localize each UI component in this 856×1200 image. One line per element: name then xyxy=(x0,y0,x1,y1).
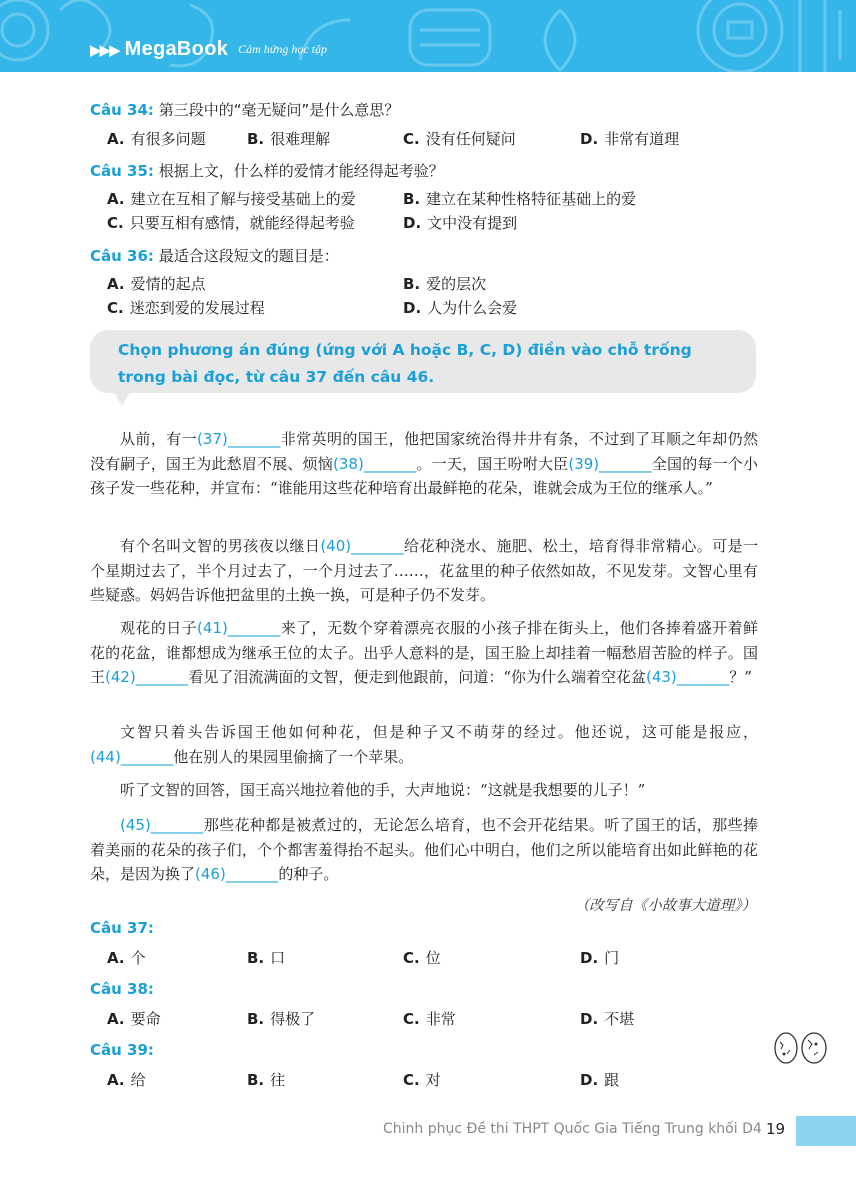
option-a: A. 要命 xyxy=(107,1010,161,1028)
option-b: B. 往 xyxy=(247,1071,286,1089)
page-number: 19 xyxy=(766,1120,786,1138)
question-39 xyxy=(90,1041,154,1059)
option-a: A. 个 xyxy=(107,949,146,967)
option-a: A. 爱情的起点 xyxy=(107,275,206,293)
brand-logo xyxy=(90,38,327,61)
option-b: B. 得极了 xyxy=(247,1010,316,1028)
option-b: B. 很难理解 xyxy=(247,130,331,148)
question-text: 第三段中的“毫无疑问”是什么意思？ xyxy=(158,101,400,119)
passage-paragraph-4: 文智只着头告诉国王他如何种花，但是种子又不萌芽的经过。他还说，这可能是报应，(44)_______他在别人的果园里偷摘了一个苹果。 xyxy=(90,723,758,766)
option-a: A. 给 xyxy=(107,1071,146,1089)
question-text: 最适合这段短文的题目是： xyxy=(158,247,339,265)
option-d: D. 跟 xyxy=(580,1071,620,1089)
option-c: C. 没有任何疑问 xyxy=(403,130,516,148)
option-d: D. 非常有道理 xyxy=(580,130,680,148)
question-38 xyxy=(90,980,154,998)
blank-44: (44)_______ xyxy=(90,747,174,766)
blank-39: (39)_______ xyxy=(568,454,652,473)
footer-title: Chinh phục Đề thi THPT Quốc Gia Tiếng Trung khối D4 xyxy=(383,1121,762,1137)
blank-41: (41)_______ xyxy=(197,619,281,637)
option-b: B. 建立在某种性格特征基础上的爱 xyxy=(403,190,637,208)
brand-mark-icon: ▶▶▶ xyxy=(90,40,119,59)
question-36 xyxy=(90,245,339,266)
option-d: D. 人为什么会爱 xyxy=(403,299,518,317)
option-b: B. 口 xyxy=(247,949,286,967)
blank-45: (45)_______ xyxy=(120,816,204,834)
instruction-text: Chọn phương án đúng (ứng với A hoặc B, C, D) điền vào chỗ trống trong bài đọc, từ câu 37 đến câu 46. xyxy=(118,341,692,386)
question-text: 根据上文，什么样的爱情才能经得起考验？ xyxy=(158,162,444,180)
option-c: C. 非常 xyxy=(403,1010,456,1028)
option-c: C. 迷恋到爱的发展过程 xyxy=(107,299,265,317)
question-label: Câu 36: xyxy=(90,247,154,265)
blank-40: (40)_______ xyxy=(320,537,404,555)
passage-paragraph-3: 观花的日子(41)_______来了，无数个穿着漂亮衣服的小孩子排在街头上，他们各捧着盛开着鲜花的花盆，谁都想成为继承王位的太子。出乎人意料的是，国王脸上却挂着一幅愁眉苦脸的样子。国王(42)_______看见了泪流满面的文智，便走到他跟前，问道：“你为什么端着空花盆(43)_______？” xyxy=(90,619,758,686)
footer-bar xyxy=(796,1116,856,1146)
brand-name: MegaBook xyxy=(124,38,229,60)
option-d: D. 门 xyxy=(580,949,620,967)
passage-paragraph-6: (45)_______那些花种都是被煮过的，无论怎么培育，也不会开花结果。听了国王的话，那些捧着美丽的花朵的孩子们，个个都害羞得抬不起头。他们心中明白，他们之所以能培育出如此鲜艳的花朵，是因为换了(46)_______的种子。 xyxy=(90,816,758,883)
option-c: C. 位 xyxy=(403,949,441,967)
option-d: D. 文中没有提到 xyxy=(403,214,518,232)
option-a: A. 有很多问题 xyxy=(107,130,206,148)
question-label: Câu 34: xyxy=(90,101,154,119)
question-35 xyxy=(90,160,444,181)
question-34 xyxy=(90,99,399,120)
option-b: B. 爱的层次 xyxy=(403,275,487,293)
question-label: Câu 35: xyxy=(90,162,154,180)
blank-42: (42)_______ xyxy=(105,668,189,686)
option-a: A. 建立在互相了解与接受基础上的爱 xyxy=(107,190,356,208)
option-c: C. 对 xyxy=(403,1071,441,1089)
eggs-icon xyxy=(772,1030,832,1066)
header-banner xyxy=(0,0,856,72)
passage-source: （改写自《小故事大道理》） xyxy=(574,898,756,914)
question-label: Câu 38: xyxy=(90,980,154,998)
passage-paragraph-5: 听了文智的回答，国王高兴地拉着他的手，大声地说：“这就是我想要的儿子！” xyxy=(120,781,646,799)
blank-37: (37)_______ xyxy=(197,430,281,448)
brand-tagline: Cảm hứng học tập xyxy=(238,42,328,56)
question-label: Câu 37: xyxy=(90,919,154,937)
option-d: D. 不堪 xyxy=(580,1010,635,1028)
question-label: Câu 39: xyxy=(90,1041,154,1059)
blank-43: (43)_______ xyxy=(645,668,730,686)
passage-paragraph-1: 从前，有一(37)_______非常英明的国王，他把国家统治得井井有条，不过到了耳顺之年却仍然没有嗣子，国王为此愁眉不展、烦恼(38)_______。一天，国王吩咐大臣(39)_______全国的每一个小孩子发一些花种，并宣布：“谁能用这些花种培育出最鲜艳的花朵，谁就会成为王位的继承人。” xyxy=(90,430,758,497)
blank-46: (46)_______ xyxy=(195,865,279,883)
blank-38: (38)_______ xyxy=(333,454,417,473)
bubble-tail xyxy=(114,392,130,406)
option-c: C. 只要互相有感情，就能经得起考验 xyxy=(107,214,355,232)
passage-paragraph-2: 有个名叫文智的男孩夜以继日(40)_______给花种浇水、施肥、松土，培育得非常精心。可是一个星期过去了，半个月过去了，一个月过去了……，花盆里的种子依然如故，不见发芽。文智心里有些疑惑。妈妈告诉他把盆里的土换一换，可是种子仍不发芽。 xyxy=(90,537,758,604)
decorative-pattern xyxy=(0,0,856,72)
question-37 xyxy=(90,919,154,937)
